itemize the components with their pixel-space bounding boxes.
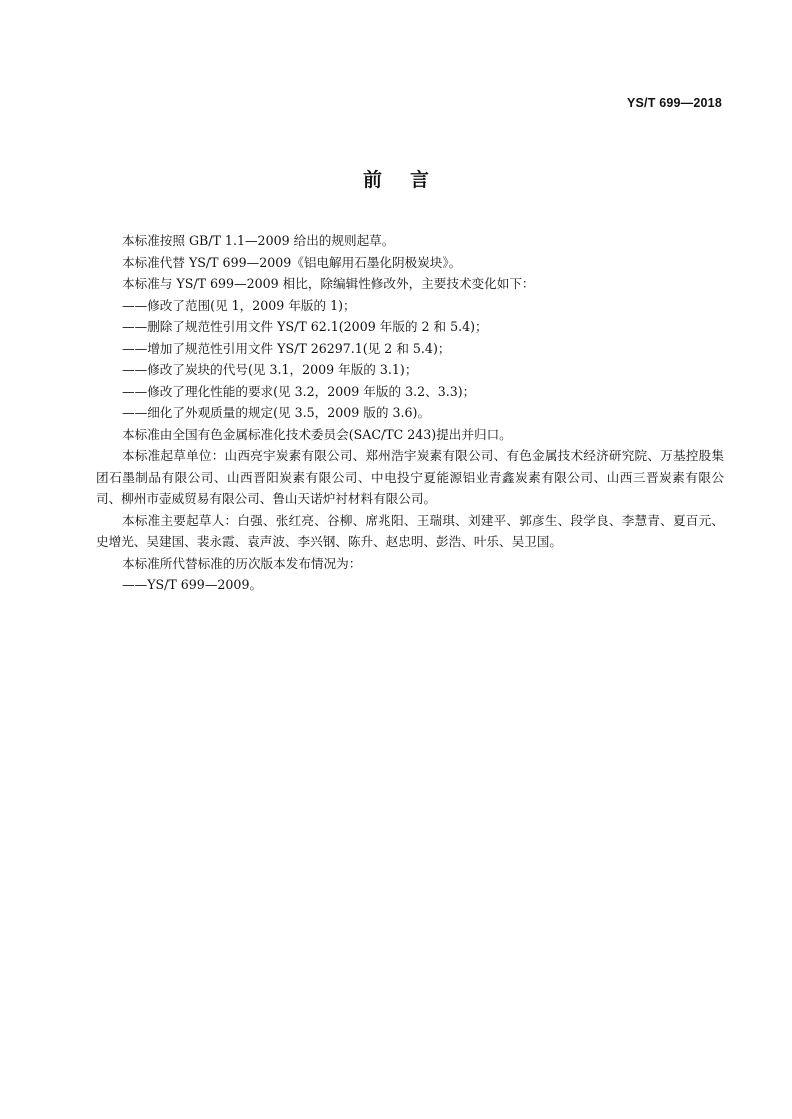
change-item-appearance: ——细化了外观质量的规定(见 3.5，2009 版的 3.6)。 — [122, 405, 431, 420]
page-title: 前言 — [362, 169, 457, 191]
paragraph-proposed-by: 本标准由全国有色金属标准化技术委员会(SAC/TC 243)提出并归口。 — [122, 426, 512, 442]
history-item: ——YS/T 699—2009。 — [122, 577, 263, 592]
paragraph-history-intro: 本标准所代替标准的历次版本发布情况为： — [122, 555, 362, 571]
paragraph-changes-intro: 本标准与 YS/T 699—2009 相比，除编辑性修改外，主要技术变化如下： — [122, 276, 535, 291]
standard-number: YS/T 699—2018 — [626, 96, 722, 110]
change-item-scope: ——修改了范围(见 1，2009 年版的 1)； — [122, 297, 356, 313]
paragraph-drafters: 本标准主要起草人：白强、张红亮、谷柳、席兆阳、王瑞琪、刘建平、郭彦生、段学良、李慧青、夏百元、史增光、吴建国、裴永霞、袁声波、李兴钢、陈升、赵忠明、彭浩、叶乐、吴卫国。 — [96, 512, 724, 549]
change-item-code: ——修改了炭块的代号(见 3.1，2009 年版的 3.1)； — [122, 362, 418, 377]
document-body — [96, 230, 724, 596]
paragraph-drafting-rules: 本标准按照 GB/T 1.1—2009 给出的规则起草。 — [122, 233, 395, 248]
change-item-deleted-reference: ——删除了规范性引用文件 YS/T 62.1(2009 年版的 2 和 5.4)； — [122, 319, 488, 334]
paragraph-drafting-units: 本标准起草单位：山西亮宇炭素有限公司、郑州浩宇炭素有限公司、有色金属技术经济研究院、万基控股集团石墨制品有限公司、山西晋阳炭素有限公司、中电投宁夏能源铝业青鑫炭素有限公司、山西三晋炭素有限公司、柳州市壶威贸易有限公司、鲁山天诺炉衬材料有限公司。 — [96, 448, 724, 506]
change-item-properties: ——修改了理化性能的要求(见 3.2，2009 年版的 3.2、3.3)； — [122, 383, 476, 399]
change-item-added-reference: ——增加了规范性引用文件 YS/T 26297.1(见 2 和 5.4)； — [122, 340, 451, 356]
paragraph-replaces: 本标准代替 YS/T 699—2009《铝电解用石墨化阴极炭块》。 — [122, 254, 462, 270]
